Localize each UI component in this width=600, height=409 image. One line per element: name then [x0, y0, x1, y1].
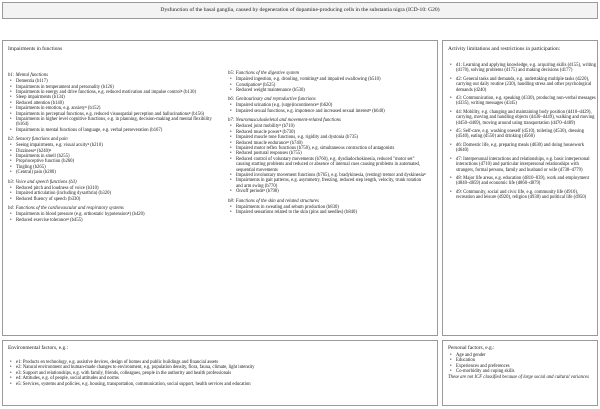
list-item: • Impairments in smell (b255): [8, 154, 213, 159]
activity-heading: Activity limitations and restrictions in participation:: [448, 46, 561, 52]
list-item: • Education: [448, 358, 596, 363]
list-item: • (Central) pain (b280): [8, 170, 213, 175]
list-item: • Reduced fluency of speech (b330): [8, 197, 213, 202]
list-item: • e2: Natural environment and human-made changes to environment, e.g. population density, flora, fauna, climate, light intensity: [8, 365, 433, 370]
personal-box: [442, 340, 598, 406]
list-item: • d6: Domestic life, e.g. preparing meals (d630) and doing housework (d640): [448, 143, 596, 154]
list-item: • Impairments in gait patterns, e.g. asymmetry, freezing, reduced step length, velocity, trunk rotation and arm swing (b770): [228, 178, 428, 189]
section-title: b4: Functions of the cardiovascular and respiratory systems: [8, 206, 124, 211]
list-item: • Impaired ingestion, e.g. drooling, vomiting⁸ and impaired swallowing (b510): [228, 77, 428, 82]
list-item: • Reduced attention (b140): [8, 101, 213, 106]
section-b1: [8, 73, 213, 133]
list-item: • Dementia (b117): [8, 79, 213, 84]
list-item: • e4: Attitudes, e.g. of people, social attitudes and norms: [8, 376, 433, 381]
list-item: • Reduced exercise tolerance⁸ (b455): [8, 218, 213, 223]
section-title: b3: Voice and speech functions (b3): [8, 179, 77, 185]
list-item: • d5: Self-care, e.g. washing oneself (d510), toileting (d530), dressing (d540), eating (d550) and drinking (d560): [448, 129, 596, 140]
list-item: • Impairments in perceptual functions, e.g. reduced visuospatial perception and hallucinations⁸ (b156): [8, 112, 213, 117]
list-item: • Constipation⁸ (b525): [228, 83, 428, 88]
list-item: • Reduced postural responses (b755): [228, 151, 428, 156]
section-b7: [228, 118, 428, 194]
environmental-heading: Environmental factors, e.g.:: [8, 345, 69, 351]
list-item: • Impaired urination (e.g. (urge)incontinence⁸ (b620): [228, 103, 428, 108]
activity-list: [448, 63, 596, 204]
environmental-box: [2, 340, 438, 406]
list-item: • d1: Learning and applying knowledge, e.g. acquiring skills (d155), writing (d170), solving problems (d175) and making decisions (d177): [448, 63, 596, 74]
list-item: • Seeing impairments, e.g. visual acuity⁸ (b210): [8, 143, 213, 148]
list-item: • Age and gender: [448, 353, 596, 358]
section-b5: [228, 71, 428, 93]
list-item: • Sleep impairments (b134): [8, 95, 213, 100]
impairments-right-column: [228, 71, 428, 220]
list-item: • Dizziness⁸ (b240)⁸: [8, 149, 213, 154]
list-item: • d8: Major life areas, e.g. education (d810–839), work and employment (d840–d859) and economic life (d860–d879): [448, 176, 596, 187]
list-item: • d3: Communication, e.g. speaking (d330), producing non-verbal messages (d335), writing messages (d345): [448, 96, 596, 107]
section-title: b5: Functions of the digestive system: [228, 71, 300, 76]
list-item: • Proprioceptive function (b260): [8, 159, 213, 164]
section-title: b1: Mental functions: [8, 73, 48, 78]
list-item: • Impairments in mental functions of language, e.g. verbal perseveration (b167): [8, 128, 213, 133]
list-item: • Reduced control of voluntary movements (b760), e.g. dysdiadochokinesia, reduced "motor set" causing starting problems and reduced or absence of internal cues causing problems in automated, sequential movements: [228, 157, 428, 173]
list-item: • Impairments in blood pressure (e.g. orthostatic hypotension⁸) (b420): [8, 212, 213, 217]
list-item: • Impairments in energy and drive functions, e.g. reduced motivation and impulse control⁸ (b130): [8, 90, 213, 95]
list-item: • Impairments in emotion, e.g. anxiety⁸ (b152): [8, 106, 213, 111]
impairments-left-column: [8, 73, 213, 227]
list-item: • Tingling (b265): [8, 165, 213, 170]
list-item: • Impairments in sweating and sebum production (b830): [228, 205, 428, 210]
list-item: • Co-morbidity and coping skills: [448, 369, 596, 374]
list-item: • Experiences and preferences: [448, 364, 596, 369]
impairments-heading: Impairments in functions: [8, 46, 63, 52]
section-title: b2: Sensory functions and pain: [8, 137, 68, 143]
list-item: • Impairments in temperament and personality (b126): [8, 85, 213, 90]
list-item: • Impaired articulation (including dysarthria) (b320): [8, 191, 213, 196]
section-b3: [8, 180, 213, 202]
list-item: • e1: Products en technology, e.g. assistive devices, design of homes and public buildings and financial assets: [8, 360, 433, 365]
section-title: b7: Neuromusculoskeletal and movement-related functions: [228, 118, 341, 124]
list-item: • e3: Support and relationships, e.g. with family, friends, colleagues, people in the authority and health professionals: [8, 371, 433, 376]
section-title: b8: Functions of the skin and related structures: [228, 198, 319, 204]
activity-box: [442, 40, 598, 336]
list-item: • Reduced joint mobility⁸ (b710): [228, 124, 428, 129]
personal-heading: Personal factors, e.g.:: [448, 345, 495, 351]
section-b2: [8, 137, 213, 176]
list-item: • d2: General tasks and demands, e.g. undertaking multiple tasks (d220), carrying out daily routine (230), handling stress and other psychological demands (d240): [448, 77, 596, 93]
list-item: • Impaired muscle tone functions, e.g. rigidity and dystonia (b735): [228, 135, 428, 140]
list-item: • Impairments in higher level cognitive functions, e.g. in planning, decision-making and mental flexibility (b164): [8, 117, 213, 128]
section-b4: [8, 206, 213, 223]
list-item: • Reduced muscle endurance⁸ (b740): [228, 141, 428, 146]
list-item: • d9: Community, social and civic life, e.g. community life (d910), recreation and leisure (d920), religion (d930) and political life (d950): [448, 190, 596, 201]
section-b8: [228, 199, 428, 216]
list-item: • Impaired motor reflex functions (b750), e.g. simultaneous contraction of antagonists: [228, 146, 428, 151]
list-item: • Impaired sexual functions, e.g. impotence and increased sexual interest⁸ (b640): [228, 109, 428, 114]
document-title: Dysfunction of the basal ganglia, caused by degeneration of dopamine-producing cells in the substantia nigra (ICD-10: G20): [160, 7, 440, 13]
personal-note: These are not ICF classified because of large social and cultural variances: [448, 374, 589, 380]
list-item: • Impaired involuntary movement functions (b765), e.g. bradykinesia, (resting) tremor and dyskinesia⁸: [228, 173, 428, 178]
list-item: • d4: Mobility, e.g. changing and maintaining body position (d410–d429), carrying, moving and handling objects (d430–d449), walking and moving (d450–d469), moving around using transportation (d470–d489): [448, 110, 596, 126]
environmental-list: [8, 360, 433, 387]
list-item: • On/off periods⁸ (b798): [228, 189, 428, 194]
title-box: [2, 2, 598, 19]
personal-list: [448, 353, 596, 380]
impairments-box: [2, 40, 438, 336]
section-b6: [228, 97, 428, 114]
list-item: • Impaired sensations related to the skin (pins and needles) (b840): [228, 210, 428, 215]
list-item: • d7: Interpersonal interactions and relationships, e.g. basic interpersonal interactions (d710) and particular interpersonal relationships with strangers, formal persons, family and husband or wife (d730–d779): [448, 157, 596, 173]
list-item: • Reduced weight maintenance (b530): [228, 88, 428, 93]
list-item: • e5: Services, systems and policies, e.g. housing, transportation, communication, social support, health services and education: [8, 382, 433, 387]
section-title: b6: Genitourinary and reproductive functions: [228, 97, 316, 103]
list-item: • Reduced pitch and loudness of voice (b310): [8, 186, 213, 191]
list-item: • Reduced muscle power⁸ (b730): [228, 130, 428, 135]
